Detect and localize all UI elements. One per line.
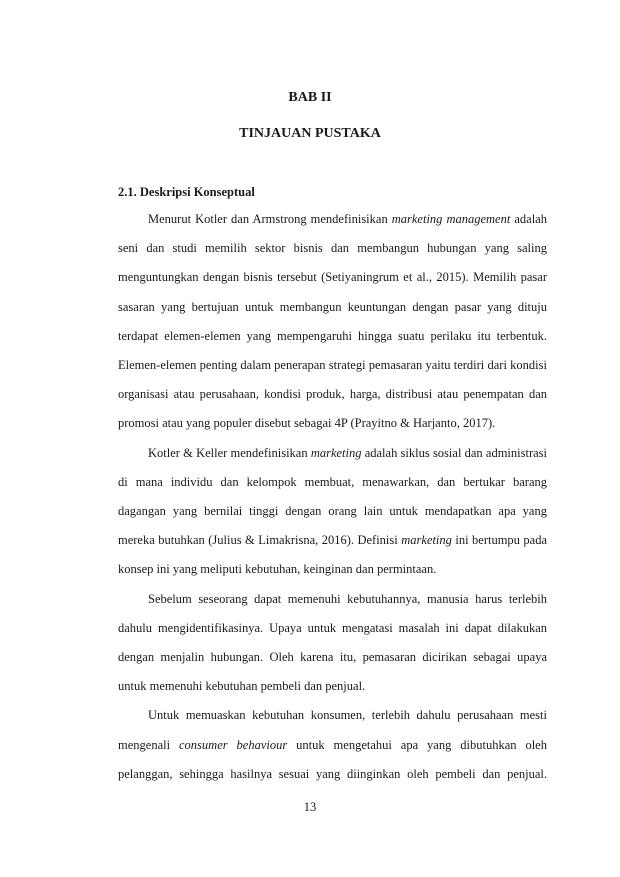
text-run: Sebelum seseorang dapat memenuhi kebutuhannya, manusia harus terlebih xyxy=(148,591,547,606)
italic-term: consumer behaviour xyxy=(179,737,288,752)
italic-term: marketing xyxy=(401,533,452,548)
chapter-number: BAB II xyxy=(288,90,332,105)
text-run: adalah xyxy=(510,212,547,226)
text-line xyxy=(118,736,547,754)
text-run: dagangan yang bernilai tinggi dengan orang lain untuk mendapatkan apa yang xyxy=(118,504,547,518)
text-run: mereka butuhkan (Julius & Limakrisna, 2016). Definisi xyxy=(118,533,402,548)
text-line xyxy=(118,414,547,432)
text-run: organisasi atau perusahaan, kondisi produk, harga, distribusi atau penempatan dan xyxy=(118,387,547,402)
text-run: dengan menjalin hubungan. Oleh karena itu, pemasaran dicirikan sebagai upaya xyxy=(118,650,547,664)
text-run: adalah siklus sosial dan administrasi xyxy=(361,445,547,460)
text-run: dahulu mengidentifikasinya. Upaya untuk mengatasi masalah ini dapat dilakukan xyxy=(118,620,547,635)
text-run: terdapat elemen-elemen yang mempengaruhi hingga suatu perilaku itu terbentuk. xyxy=(118,328,547,343)
text-run: sasaran yang bertujuan untuk membangun keuntungan dengan pasar yang dituju xyxy=(118,299,547,314)
italic-term: marketing management xyxy=(391,212,511,226)
text-line xyxy=(118,327,547,345)
text-line xyxy=(148,590,547,608)
text-run: konsep ini yang meliputi kebutuhan, keinginan dan permintaan. xyxy=(118,562,437,577)
italic-term: marketing xyxy=(310,445,362,460)
text-line xyxy=(148,444,547,462)
text-run: menguntungkan dengan bisnis tersebut (Setiyaningrum et al., 2015). Memilih pasar xyxy=(118,270,547,285)
text-run: Menurut Kotler dan Armstrong mendefinisikan xyxy=(148,212,392,226)
text-line xyxy=(148,706,547,724)
text-line xyxy=(118,619,547,637)
text-run: Kotler & Keller mendefinisikan xyxy=(148,445,311,460)
text-line xyxy=(118,356,547,374)
text-run: promosi atau yang populer disebut sebagai 4P (Prayitno & Harjanto, 2017). xyxy=(118,416,496,431)
text-line xyxy=(118,502,547,520)
text-run: untuk mengetahui apa yang dibutuhkan oleh xyxy=(287,737,547,752)
text-line xyxy=(118,239,547,257)
text-run: mengenali xyxy=(118,737,179,752)
text-line xyxy=(118,385,547,403)
text-line xyxy=(118,473,547,491)
text-run: di mana individu dan kelompok membuat, menawarkan, dan bertukar barang xyxy=(118,474,547,489)
text-line xyxy=(118,298,547,316)
text-line xyxy=(118,677,547,695)
section-heading: 2.1. Deskripsi Konseptual xyxy=(118,185,255,199)
text-line xyxy=(118,765,547,783)
text-run: ini bertumpu pada xyxy=(451,533,547,548)
text-run: Elemen-elemen penting dalam penerapan strategi pemasaran yaitu terdiri dari kondisi xyxy=(118,358,547,372)
page-number: 13 xyxy=(303,800,317,814)
text-line xyxy=(118,268,547,286)
text-line xyxy=(118,648,547,666)
text-line xyxy=(118,560,547,578)
text-run: untuk memenuhi kebutuhan pembeli dan penjual. xyxy=(118,679,366,694)
text-run: pelanggan, sehingga hasilnya sesuai yang diinginkan oleh pembeli dan penjual. xyxy=(118,766,547,781)
text-line xyxy=(148,210,547,228)
text-run: seni dan studi memilih sektor bisnis dan membangun hubungan yang saling xyxy=(118,241,547,256)
text-run: Untuk memuaskan kebutuhan konsumen, terlebih dahulu perusahaan mesti xyxy=(148,708,547,723)
chapter-title: TINJAUAN PUSTAKA xyxy=(239,126,381,141)
text-line xyxy=(118,531,547,549)
